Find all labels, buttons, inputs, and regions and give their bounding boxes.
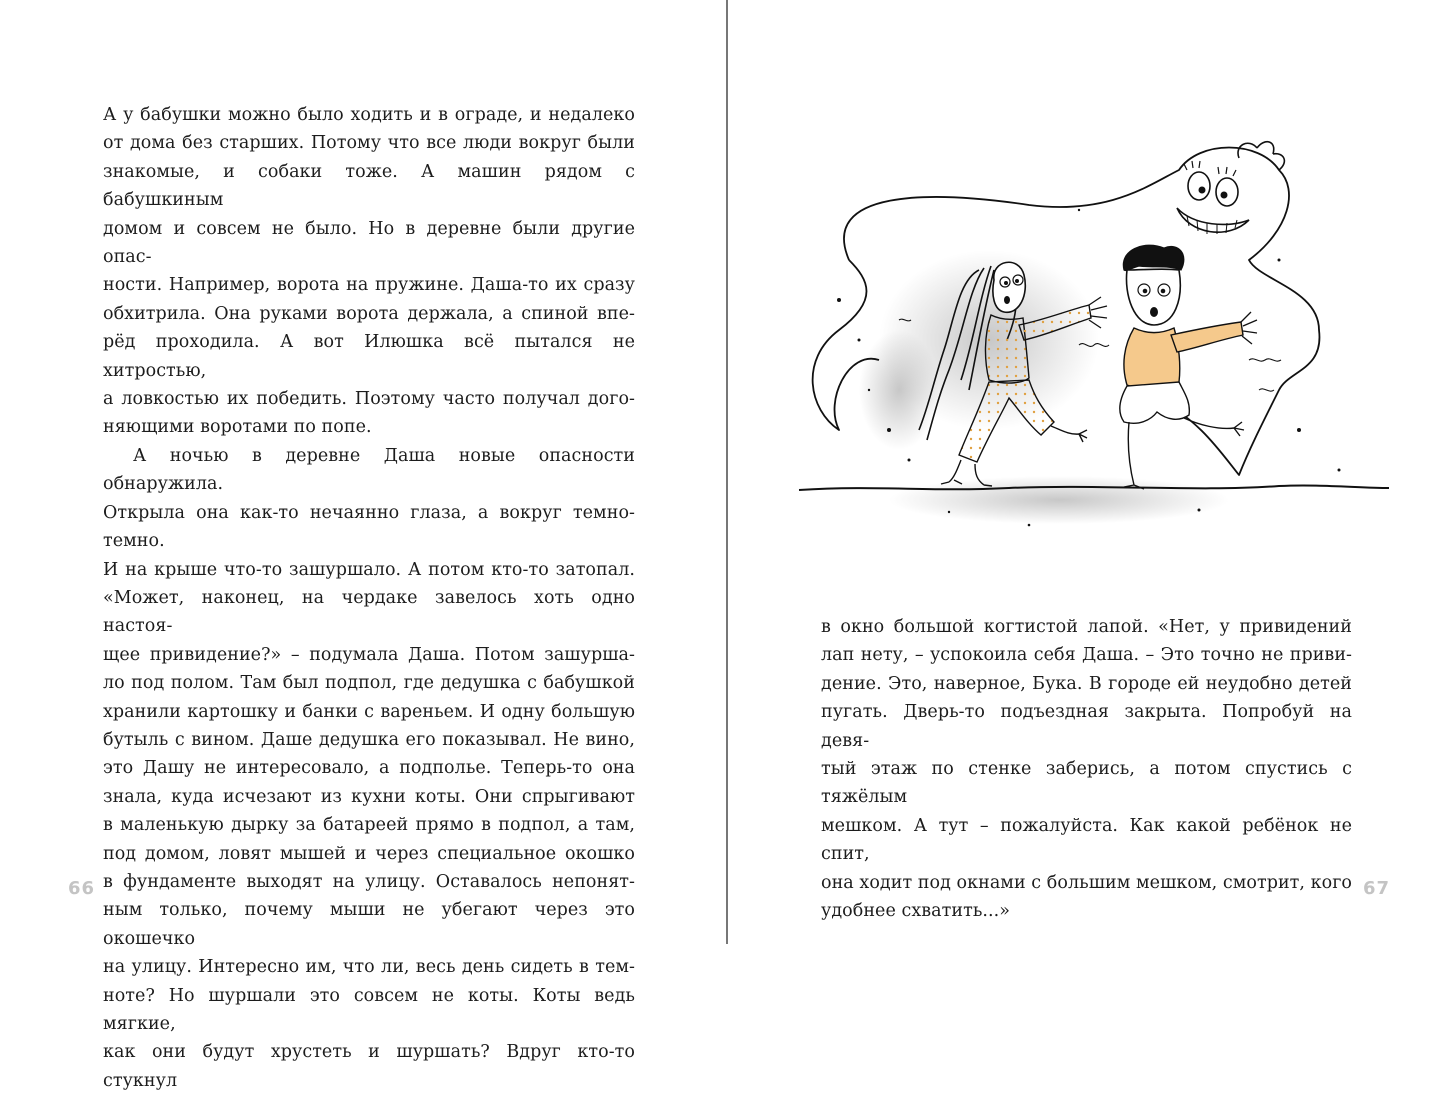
text-line: дение. Это, наверное, Бука. В городе ей неудобно детей — [821, 673, 1352, 694]
text-line: мешком. А тут – пожалуйста. Как какой ребёнок не спит, — [821, 815, 1352, 865]
text-line: рёд проходила. А вот Илюшка всё пытался не хитростью, — [103, 332, 635, 381]
text-line: на улицу. Интересно им, что ли, весь день сидеть в тем- — [103, 957, 635, 978]
girl-face — [993, 262, 1025, 312]
ghost-chase-illustration — [779, 130, 1399, 550]
ink-wash — [859, 330, 939, 450]
text-line: А у бабушки можно было ходить и в ограде, и недалеко — [103, 105, 635, 125]
text-line: удобнее схватить...» — [821, 901, 1010, 922]
ghost-eye-right — [1216, 178, 1238, 206]
ghost-eye-left — [1188, 172, 1210, 200]
text-line: в фундаменте выходят на улицу. Оставалось непонят- — [103, 871, 635, 892]
text-line: тый этаж по стенке заберись, а потом спустись с тяжёлым — [821, 759, 1352, 808]
text-line: няющими воротами по попе. — [103, 417, 372, 438]
text-line: как они будут хрустеть и шуршать? Вдруг кто-то стукнул — [103, 1042, 635, 1091]
text-line: знакомые, и собаки тоже. А машин рядом с бабушкиным — [103, 161, 635, 211]
text-line: «Может, наконец, на чердаке завелось хоть одно настоя- — [103, 587, 635, 637]
book-gutter — [726, 0, 728, 944]
text-line: знала, куда исчезают из кухни коты. Они спрыгивают — [103, 786, 635, 807]
boy-arm — [1171, 322, 1243, 352]
text-line: И на крыше что-то зашуршало. А потом кто-то затопал. — [103, 559, 635, 580]
left-page-text — [103, 101, 635, 1095]
left-page — [0, 0, 727, 1091]
boy-figure — [1120, 245, 1257, 489]
right-page-text — [821, 613, 1352, 925]
boy-hair — [1123, 245, 1183, 270]
text-line: Открыла она как-то нечаянно глаза, а вокруг темно-темно. — [103, 502, 635, 552]
text-line: она ходит под окнами с большим мешком, смотрит, кого — [821, 872, 1352, 893]
text-line: А ночью в деревне Даша новые опасности обнаружила. — [103, 445, 635, 495]
text-line: это Дашу не интересовало, а подполье. Теперь-то она — [103, 758, 635, 779]
page-number-right: 67 — [1363, 878, 1391, 899]
text-line: в маленькую дырку за батареей прямо в подпол, а там, — [103, 815, 635, 836]
text-line: обхитрила. Она руками ворота держала, а спиной впе- — [103, 303, 635, 324]
text-line: ности. Например, ворота на пружине. Даша-то их сразу — [103, 275, 635, 296]
page-number-left: 66 — [68, 878, 96, 899]
boy-shorts — [1120, 382, 1190, 423]
text-line: ло под полом. Там был подпол, где дедушка с бабушкой — [103, 673, 635, 694]
text-line: от дома без старших. Потому что все люди вокруг были — [103, 133, 635, 154]
text-line: лап нету, – успокоила себя Даша. – Это точно не приви- — [821, 645, 1352, 666]
ink-wash — [889, 476, 1229, 524]
text-line: под домом, ловят мышей и через специальное окошко — [103, 843, 635, 864]
text-line: щее привидение?» – подумала Даша. Потом зашурша- — [103, 644, 635, 665]
ghost-tuft — [1238, 142, 1284, 170]
text-line: ноте? Но шуршали это совсем не коты. Коты ведь мягкие, — [103, 985, 635, 1034]
text-line: пугать. Дверь-то подъездная закрыта. Попробуй на девя- — [821, 702, 1352, 751]
text-line: а ловкостью их победить. Поэтому часто получал дого- — [103, 389, 635, 410]
text-line: хранили картошку и банки с вареньем. И одну большую — [103, 701, 635, 722]
text-line: домом и совсем не было. Но в деревне были другие опас- — [103, 218, 635, 268]
text-line: в окно большой когтистой лапой. «Нет, у привидений — [821, 617, 1352, 637]
right-page — [729, 0, 1456, 944]
text-line: ным только, почему мыши не убегают через это окошечко — [103, 900, 635, 949]
text-line: бутыль с вином. Даше дедушка его показывал. Не вино, — [103, 729, 635, 750]
